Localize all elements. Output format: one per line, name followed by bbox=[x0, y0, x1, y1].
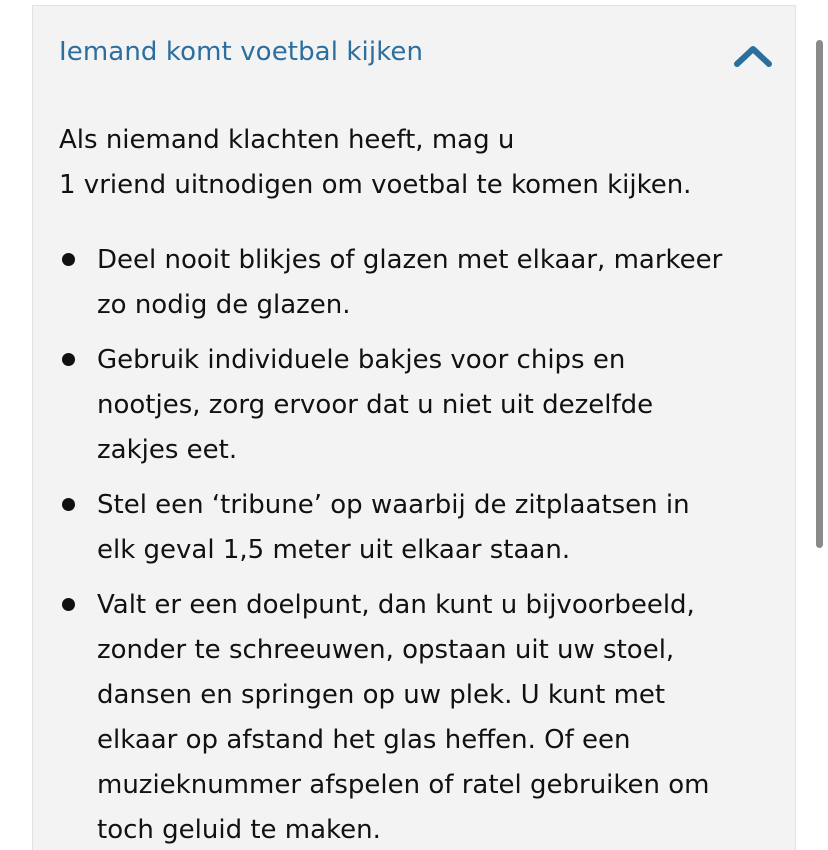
intro-line: Als niemand klachten heeft, mag u bbox=[59, 125, 515, 155]
bullet-dot-icon bbox=[62, 498, 75, 511]
list-item-text: Stel een ‘tribune’ op waarbij de zitplaatsen in bbox=[97, 490, 690, 520]
list-item-text: zonder te schreeuwen, opstaan uit uw stoel, bbox=[97, 635, 675, 665]
list-item-text: muzieknummer afspelen of ratel gebruiken om bbox=[97, 770, 710, 800]
tips-list bbox=[59, 238, 759, 850]
scrollbar-thumb[interactable] bbox=[816, 40, 823, 548]
chevron-up-icon[interactable] bbox=[733, 40, 773, 68]
accordion-title: Iemand komt voetbal kijken bbox=[59, 37, 424, 67]
list-item-text: elkaar op afstand het glas heffen. Of een bbox=[97, 725, 631, 755]
list-item-text: zo nodig de glazen. bbox=[97, 290, 351, 320]
bullet-dot-icon bbox=[62, 598, 75, 611]
list-item bbox=[59, 338, 759, 473]
list-item-text: elk geval 1,5 meter uit elkaar staan. bbox=[97, 535, 571, 565]
list-item-text: Deel nooit blikjes of glazen met elkaar, markeer bbox=[97, 245, 723, 275]
list-item bbox=[59, 238, 759, 328]
list-item-text: toch geluid te maken. bbox=[97, 815, 381, 845]
accordion-content bbox=[59, 118, 759, 850]
list-item-text: Gebruik individuele bakjes voor chips en bbox=[97, 345, 626, 375]
list-item-text: dansen en springen op uw plek. U kunt met bbox=[97, 680, 666, 710]
intro-paragraph bbox=[59, 118, 759, 208]
bullet-dot-icon bbox=[62, 253, 75, 266]
bullet-dot-icon bbox=[62, 353, 75, 366]
list-item-text: Valt er een doelpunt, dan kunt u bijvoorbeeld, bbox=[97, 590, 695, 620]
intro-line: 1 vriend uitnodigen om voetbal te komen kijken. bbox=[59, 170, 692, 200]
list-item-text: nootjes, zorg ervoor dat u niet uit dezelfde bbox=[97, 390, 654, 420]
list-item-text: zakjes eet. bbox=[97, 435, 238, 465]
accordion-panel bbox=[32, 5, 796, 850]
list-item bbox=[59, 583, 759, 850]
list-item bbox=[59, 483, 759, 573]
accordion-header[interactable] bbox=[33, 6, 795, 96]
